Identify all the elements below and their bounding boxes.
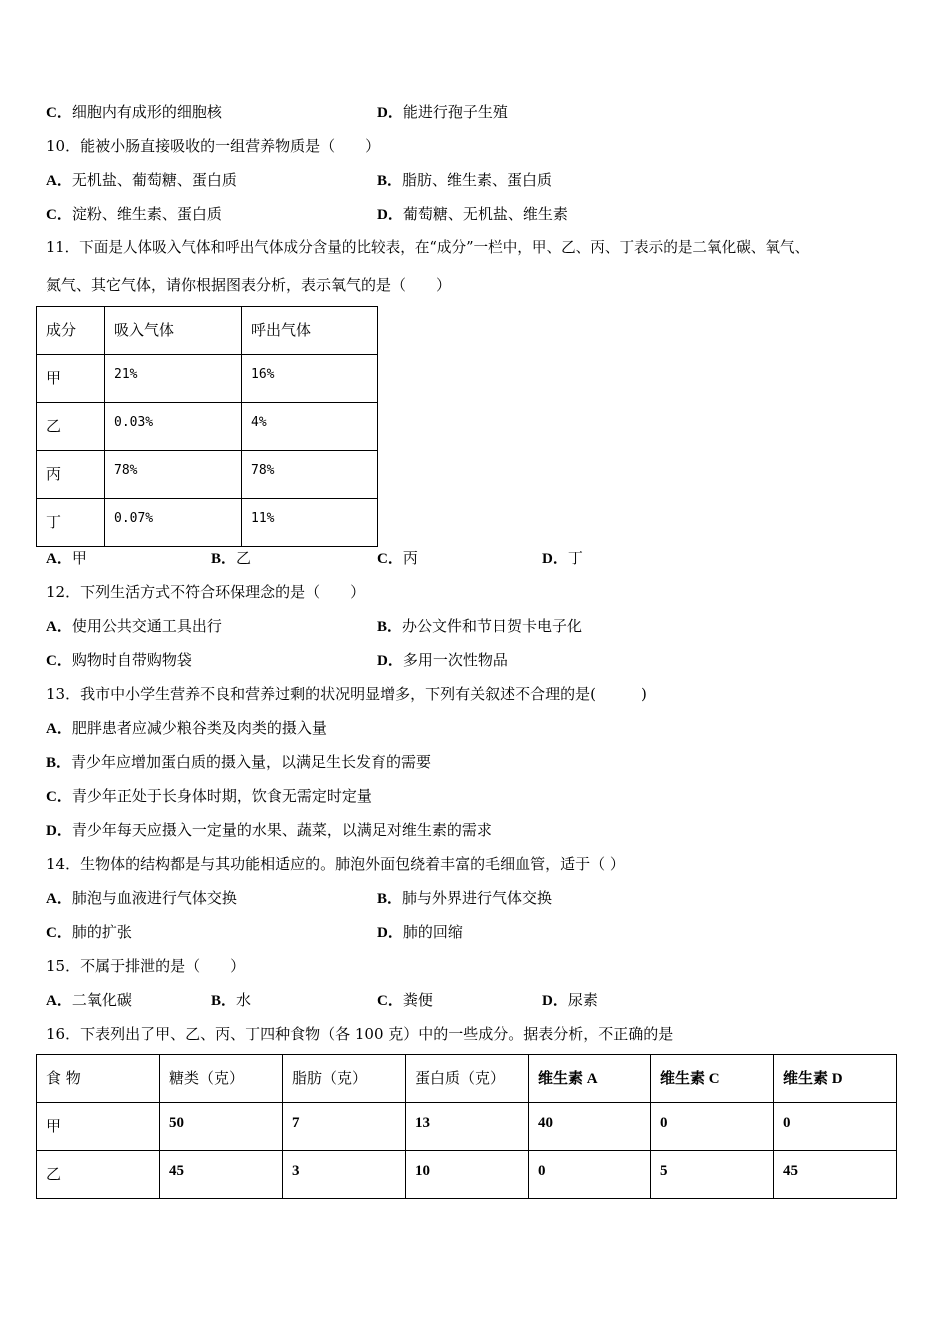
- table-cell: 乙: [37, 403, 105, 451]
- q15-option-d: D．尿素: [542, 991, 598, 1009]
- q12-option-c: C．购物时自带购物袋: [46, 651, 192, 669]
- q10-option-d: D．葡萄糖、无机盐、维生素: [377, 205, 568, 223]
- q11-option-c: C．丙: [377, 549, 418, 567]
- table-cell: 甲: [37, 355, 105, 403]
- table-header-cell: 维生素 C: [651, 1055, 774, 1103]
- table-header-row: [37, 307, 378, 355]
- q13-option-a: A．肥胖患者应减少粮谷类及肉类的摄入量: [46, 719, 327, 737]
- table-cell: 5: [651, 1151, 774, 1199]
- q12-stem: 12．下列生活方式不符合环保理念的是（ ）: [46, 583, 366, 601]
- table-cell: 40: [529, 1103, 651, 1151]
- q11-option-d: D．丁: [542, 549, 583, 567]
- q10-option-c: C．淀粉、维生素、蛋白质: [46, 205, 222, 223]
- q15-option-a: A．二氧化碳: [46, 991, 132, 1009]
- q11-gas-table: [36, 306, 378, 547]
- table-row: [37, 355, 378, 403]
- table-header-cell: 糖类（克）: [160, 1055, 283, 1103]
- table-header-cell: 食 物: [37, 1055, 160, 1103]
- table-cell: 0.07%: [105, 499, 242, 547]
- q14-option-c: C．肺的扩张: [46, 923, 132, 941]
- q11-option-b: B．乙: [211, 549, 252, 567]
- table-row: [37, 1103, 897, 1151]
- table-cell: 0.03%: [105, 403, 242, 451]
- q11-stem-line2: 氮气、其它气体，请你根据图表分析，表示氧气的是（ ）: [46, 276, 452, 294]
- table-cell: 0: [651, 1103, 774, 1151]
- table-cell: 3: [283, 1151, 406, 1199]
- table-row: [37, 451, 378, 499]
- q14-option-a: A．肺泡与血液进行气体交换: [46, 889, 237, 907]
- q12-option-a: A．使用公共交通工具出行: [46, 617, 222, 635]
- q13-stem: 13．我市中小学生营养不良和营养过剩的状况明显增多，下列有关叙述不合理的是( ): [46, 685, 647, 703]
- q12-option-b: B．办公文件和节日贺卡电子化: [377, 617, 583, 635]
- table-cell: 10: [406, 1151, 529, 1199]
- table-row: [37, 499, 378, 547]
- q15-option-c: C．粪便: [377, 991, 433, 1009]
- table-header-cell: 维生素 A: [529, 1055, 651, 1103]
- q14-stem: 14．生物体的结构都是与其功能相适应的。肺泡外面包绕着丰富的毛细血管，适于（ ）: [46, 855, 625, 873]
- table-cell: 45: [774, 1151, 897, 1199]
- table-header-cell: 呼出气体: [242, 307, 378, 355]
- table-header-cell: 吸入气体: [105, 307, 242, 355]
- table-cell: 21%: [105, 355, 242, 403]
- table-cell: 78%: [242, 451, 378, 499]
- table-header-row: [37, 1055, 897, 1103]
- q10-option-b: B．脂肪、维生素、蛋白质: [377, 171, 553, 189]
- q13-option-d: D．青少年每天应摄入一定量的水果、蔬菜，以满足对维生素的需求: [46, 821, 492, 839]
- q15-stem: 15．不属于排泄的是（ ）: [46, 957, 246, 975]
- table-cell: 甲: [37, 1103, 160, 1151]
- table-cell: 丁: [37, 499, 105, 547]
- table-cell: 13: [406, 1103, 529, 1151]
- q15-option-b: B．水: [211, 991, 252, 1009]
- q12-option-d: D．多用一次性物品: [377, 651, 508, 669]
- table-cell: 16%: [242, 355, 378, 403]
- q16-stem: 16．下表列出了甲、乙、丙、丁四种食物（各 100 克）中的一些成分。据表分析，不正确的是: [46, 1025, 674, 1043]
- q9-option-d: D．能进行孢子生殖: [377, 103, 508, 121]
- q10-option-a: A．无机盐、葡萄糖、蛋白质: [46, 171, 237, 189]
- q11-stem-line1: 11．下面是人体吸入气体和呼出气体成分含量的比较表，在“成分”一栏中，甲、乙、丙、丁表示的是二氧化碳、氧气、: [46, 239, 810, 256]
- q9-option-c: C．细胞内有成形的细胞核: [46, 103, 222, 121]
- q13-option-b: B．青少年应增加蛋白质的摄入量，以满足生长发育的需要: [46, 753, 432, 771]
- q11-option-a: A．甲: [46, 549, 87, 567]
- table-header-cell: 脂肪（克）: [283, 1055, 406, 1103]
- table-header-cell: 成分: [37, 307, 105, 355]
- table-cell: 78%: [105, 451, 242, 499]
- table-cell: 丙: [37, 451, 105, 499]
- table-cell: 45: [160, 1151, 283, 1199]
- table-row: [37, 1151, 897, 1199]
- q14-option-d: D．肺的回缩: [377, 923, 463, 941]
- table-cell: 乙: [37, 1151, 160, 1199]
- table-header-cell: 维生素 D: [774, 1055, 897, 1103]
- q13-option-c: C．青少年正处于长身体时期，饮食无需定时定量: [46, 787, 372, 805]
- table-cell: 7: [283, 1103, 406, 1151]
- q16-food-table: [36, 1054, 897, 1199]
- table-cell: 0: [774, 1103, 897, 1151]
- table-cell: 11%: [242, 499, 378, 547]
- table-cell: 50: [160, 1103, 283, 1151]
- table-row: [37, 403, 378, 451]
- table-cell: 4%: [242, 403, 378, 451]
- table-header-cell: 蛋白质（克）: [406, 1055, 529, 1103]
- q14-option-b: B．肺与外界进行气体交换: [377, 889, 553, 907]
- table-cell: 0: [529, 1151, 651, 1199]
- q10-stem: 10．能被小肠直接吸收的一组营养物质是（ ）: [46, 137, 381, 155]
